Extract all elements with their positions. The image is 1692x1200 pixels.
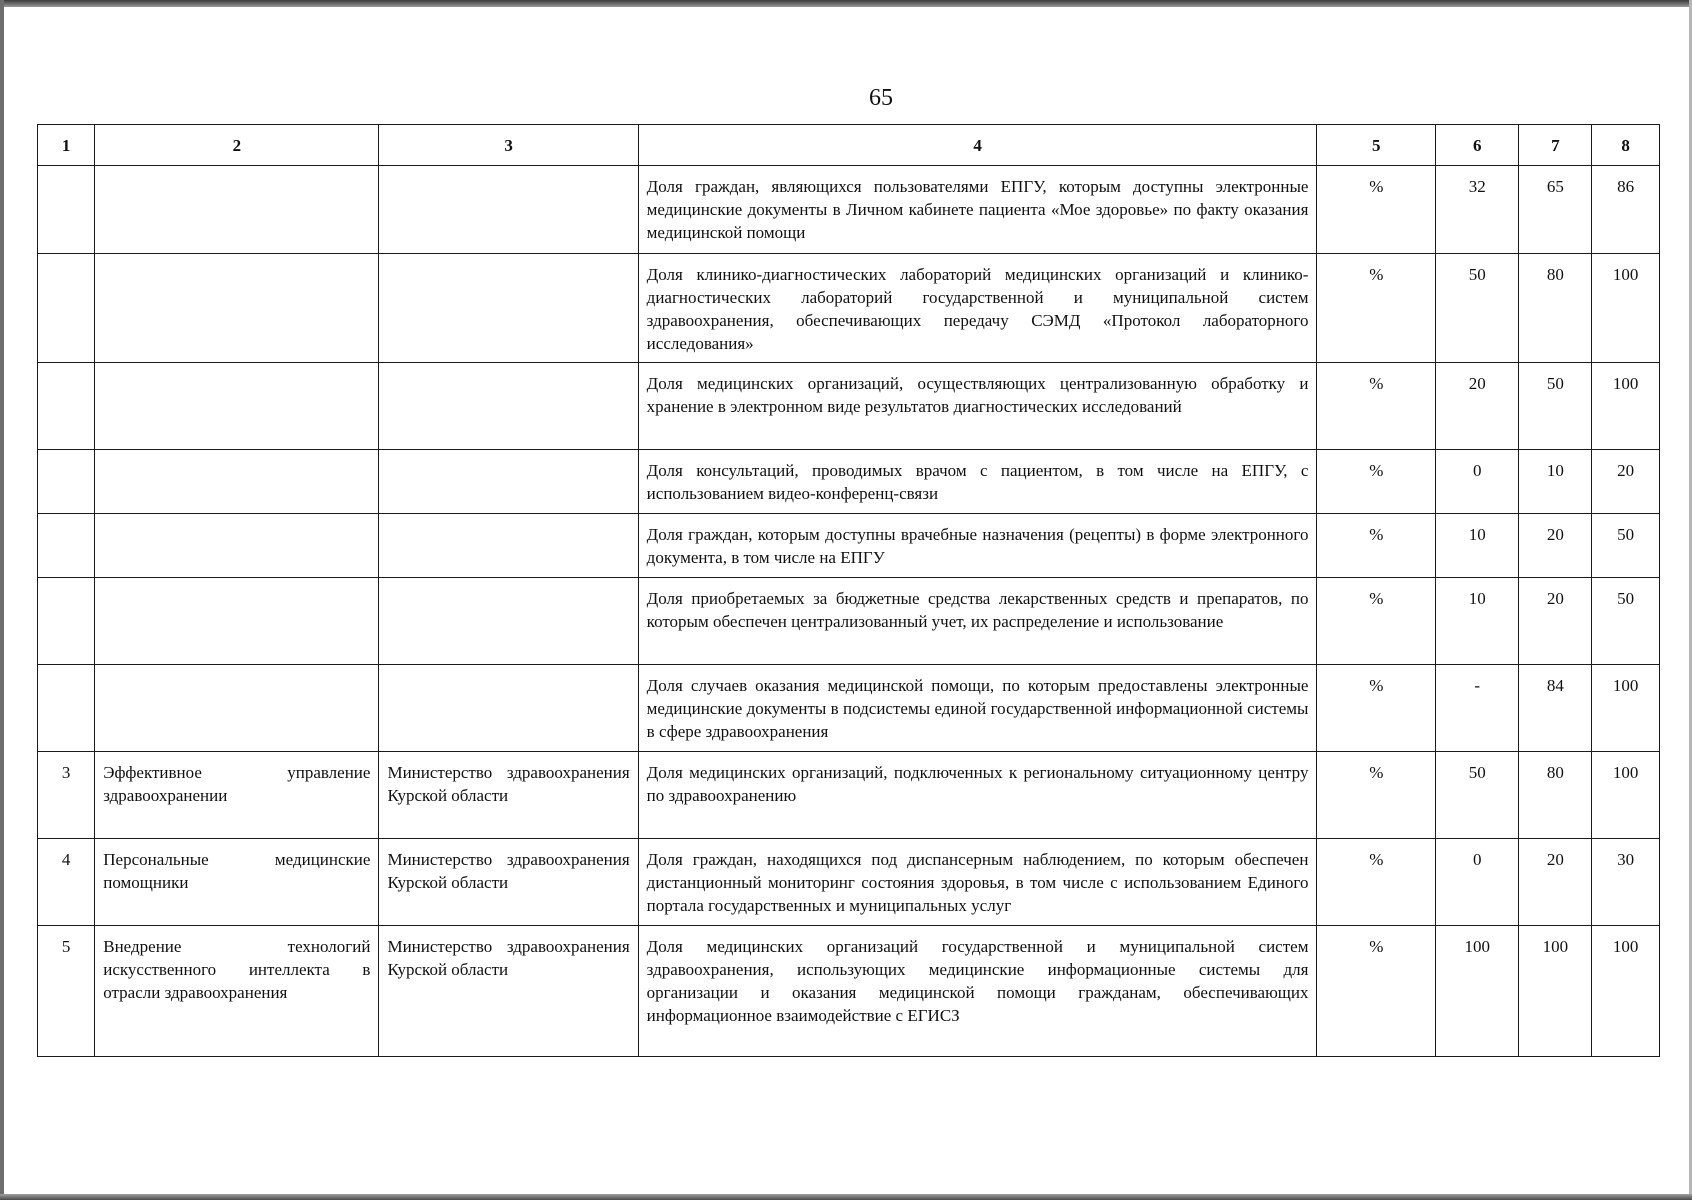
table-row <box>38 665 1660 752</box>
table-row <box>38 450 1660 514</box>
table-row <box>38 752 1660 839</box>
row-number-cell <box>38 363 95 450</box>
responsible-cell <box>379 166 638 254</box>
indicators-table <box>37 124 1660 1057</box>
header-cell: 1 <box>38 125 95 166</box>
value-col7-cell: 65 <box>1519 166 1592 254</box>
header-cell: 5 <box>1317 125 1436 166</box>
header-cell: 3 <box>379 125 638 166</box>
row-number-cell <box>38 665 95 752</box>
value-col8-cell: 100 <box>1592 665 1660 752</box>
project-name-cell <box>95 578 379 665</box>
unit-cell: % <box>1317 926 1436 1057</box>
row-number-cell <box>38 450 95 514</box>
value-col6-cell: 100 <box>1436 926 1519 1057</box>
value-col8-cell: 50 <box>1592 578 1660 665</box>
value-col6-cell: 50 <box>1436 752 1519 839</box>
table-row <box>38 926 1660 1057</box>
value-col8-cell: 20 <box>1592 450 1660 514</box>
value-col7-cell: 84 <box>1519 665 1592 752</box>
row-number-cell: 5 <box>38 926 95 1057</box>
indicator-cell: Доля медицинских организаций, подключенных к региональному ситуационному центру по здравоохранению <box>638 752 1317 839</box>
unit-cell: % <box>1317 254 1436 363</box>
header-cell: 4 <box>638 125 1317 166</box>
indicator-cell: Доля граждан, находящихся под диспансерным наблюдением, по которым обеспечен дистанционный мониторинг состояния здоровья, в том числе с использованием Единого портала государственных и муниципальных услуг <box>638 839 1317 926</box>
table-header-row <box>38 125 1660 166</box>
project-name-cell: Персональные медицинские помощники <box>95 839 379 926</box>
unit-cell: % <box>1317 839 1436 926</box>
value-col6-cell: 32 <box>1436 166 1519 254</box>
responsible-cell: Министерство здравоохранения Курской области <box>379 926 638 1057</box>
unit-cell: % <box>1317 578 1436 665</box>
responsible-cell <box>379 450 638 514</box>
value-col7-cell: 100 <box>1519 926 1592 1057</box>
value-col8-cell: 100 <box>1592 363 1660 450</box>
value-col7-cell: 50 <box>1519 363 1592 450</box>
indicator-cell: Доля граждан, которым доступны врачебные назначения (рецепты) в форме электронного документа, в том числе на ЕПГУ <box>638 514 1317 578</box>
unit-cell: % <box>1317 363 1436 450</box>
unit-cell: % <box>1317 752 1436 839</box>
value-col6-cell: 0 <box>1436 839 1519 926</box>
table-row <box>38 254 1660 363</box>
scan-edge-left <box>0 0 4 1200</box>
responsible-cell <box>379 254 638 363</box>
project-name-cell <box>95 514 379 578</box>
value-col7-cell: 20 <box>1519 514 1592 578</box>
unit-cell: % <box>1317 450 1436 514</box>
row-number-cell <box>38 166 95 254</box>
unit-cell: % <box>1317 665 1436 752</box>
responsible-cell <box>379 578 638 665</box>
table-row <box>38 166 1660 254</box>
value-col6-cell: 10 <box>1436 578 1519 665</box>
indicator-cell: Доля медицинских организаций государственной и муниципальной систем здравоохранения, использующих медицинские информационные системы для организации и оказания медицинской помощи гражданам, обеспечивающих информационное взаимодействие с ЕГИСЗ <box>638 926 1317 1057</box>
value-col6-cell: 0 <box>1436 450 1519 514</box>
value-col6-cell: - <box>1436 665 1519 752</box>
unit-cell: % <box>1317 166 1436 254</box>
header-cell: 2 <box>95 125 379 166</box>
header-cell: 8 <box>1592 125 1660 166</box>
value-col8-cell: 86 <box>1592 166 1660 254</box>
value-col6-cell: 20 <box>1436 363 1519 450</box>
value-col8-cell: 100 <box>1592 926 1660 1057</box>
table-row <box>38 514 1660 578</box>
value-col8-cell: 100 <box>1592 254 1660 363</box>
indicator-cell: Доля приобретаемых за бюджетные средства лекарственных средств и препаратов, по которым обеспечен централизованный учет, их распределение и использование <box>638 578 1317 665</box>
table-row <box>38 578 1660 665</box>
table-row <box>38 839 1660 926</box>
row-number-cell: 4 <box>38 839 95 926</box>
project-name-cell <box>95 254 379 363</box>
row-number-cell <box>38 514 95 578</box>
project-name-cell: Внедрение технологий искусственного интеллекта в отрасли здравоохранения <box>95 926 379 1057</box>
responsible-cell: Министерство здравоохранения Курской области <box>379 839 638 926</box>
indicator-cell: Доля консультаций, проводимых врачом с пациентом, в том числе на ЕПГУ, с использованием видео-конференц-связи <box>638 450 1317 514</box>
row-number-cell: 3 <box>38 752 95 839</box>
header-cell: 7 <box>1519 125 1592 166</box>
responsible-cell <box>379 363 638 450</box>
unit-cell: % <box>1317 514 1436 578</box>
value-col7-cell: 20 <box>1519 839 1592 926</box>
indicator-cell: Доля случаев оказания медицинской помощи, по которым предоставлены электронные медицинские документы в подсистемы единой государственной информационной системы в сфере здравоохранения <box>638 665 1317 752</box>
value-col7-cell: 80 <box>1519 254 1592 363</box>
indicator-cell: Доля медицинских организаций, осуществляющих централизованную обработку и хранение в электронном виде результатов диагностических исследований <box>638 363 1317 450</box>
header-cell: 6 <box>1436 125 1519 166</box>
project-name-cell: Эффективное управление здравоохранении <box>95 752 379 839</box>
indicator-cell: Доля граждан, являющихся пользователями ЕПГУ, которым доступны электронные медицинские документы в Личном кабинете пациента «Мое здоровье» по факту оказания медицинской помощи <box>638 166 1317 254</box>
project-name-cell <box>95 450 379 514</box>
page-number: 65 <box>869 85 893 111</box>
table-row <box>38 363 1660 450</box>
row-number-cell <box>38 254 95 363</box>
project-name-cell <box>95 363 379 450</box>
value-col8-cell: 30 <box>1592 839 1660 926</box>
row-number-cell <box>38 578 95 665</box>
value-col7-cell: 10 <box>1519 450 1592 514</box>
project-name-cell <box>95 166 379 254</box>
value-col8-cell: 50 <box>1592 514 1660 578</box>
value-col7-cell: 20 <box>1519 578 1592 665</box>
scan-edge-bottom <box>0 1194 1692 1200</box>
value-col8-cell: 100 <box>1592 752 1660 839</box>
responsible-cell: Министерство здравоохранения Курской области <box>379 752 638 839</box>
responsible-cell <box>379 514 638 578</box>
scan-edge-top <box>0 0 1692 7</box>
value-col6-cell: 50 <box>1436 254 1519 363</box>
project-name-cell <box>95 665 379 752</box>
indicator-cell: Доля клинико-диагностических лабораторий медицинских организаций и клинико- диагностических лабораторий государственной и муниципальной систем здравоохранения, обеспечивающих передачу СЭМД «Протокол лабораторного исследования» <box>638 254 1317 363</box>
value-col6-cell: 10 <box>1436 514 1519 578</box>
responsible-cell <box>379 665 638 752</box>
value-col7-cell: 80 <box>1519 752 1592 839</box>
